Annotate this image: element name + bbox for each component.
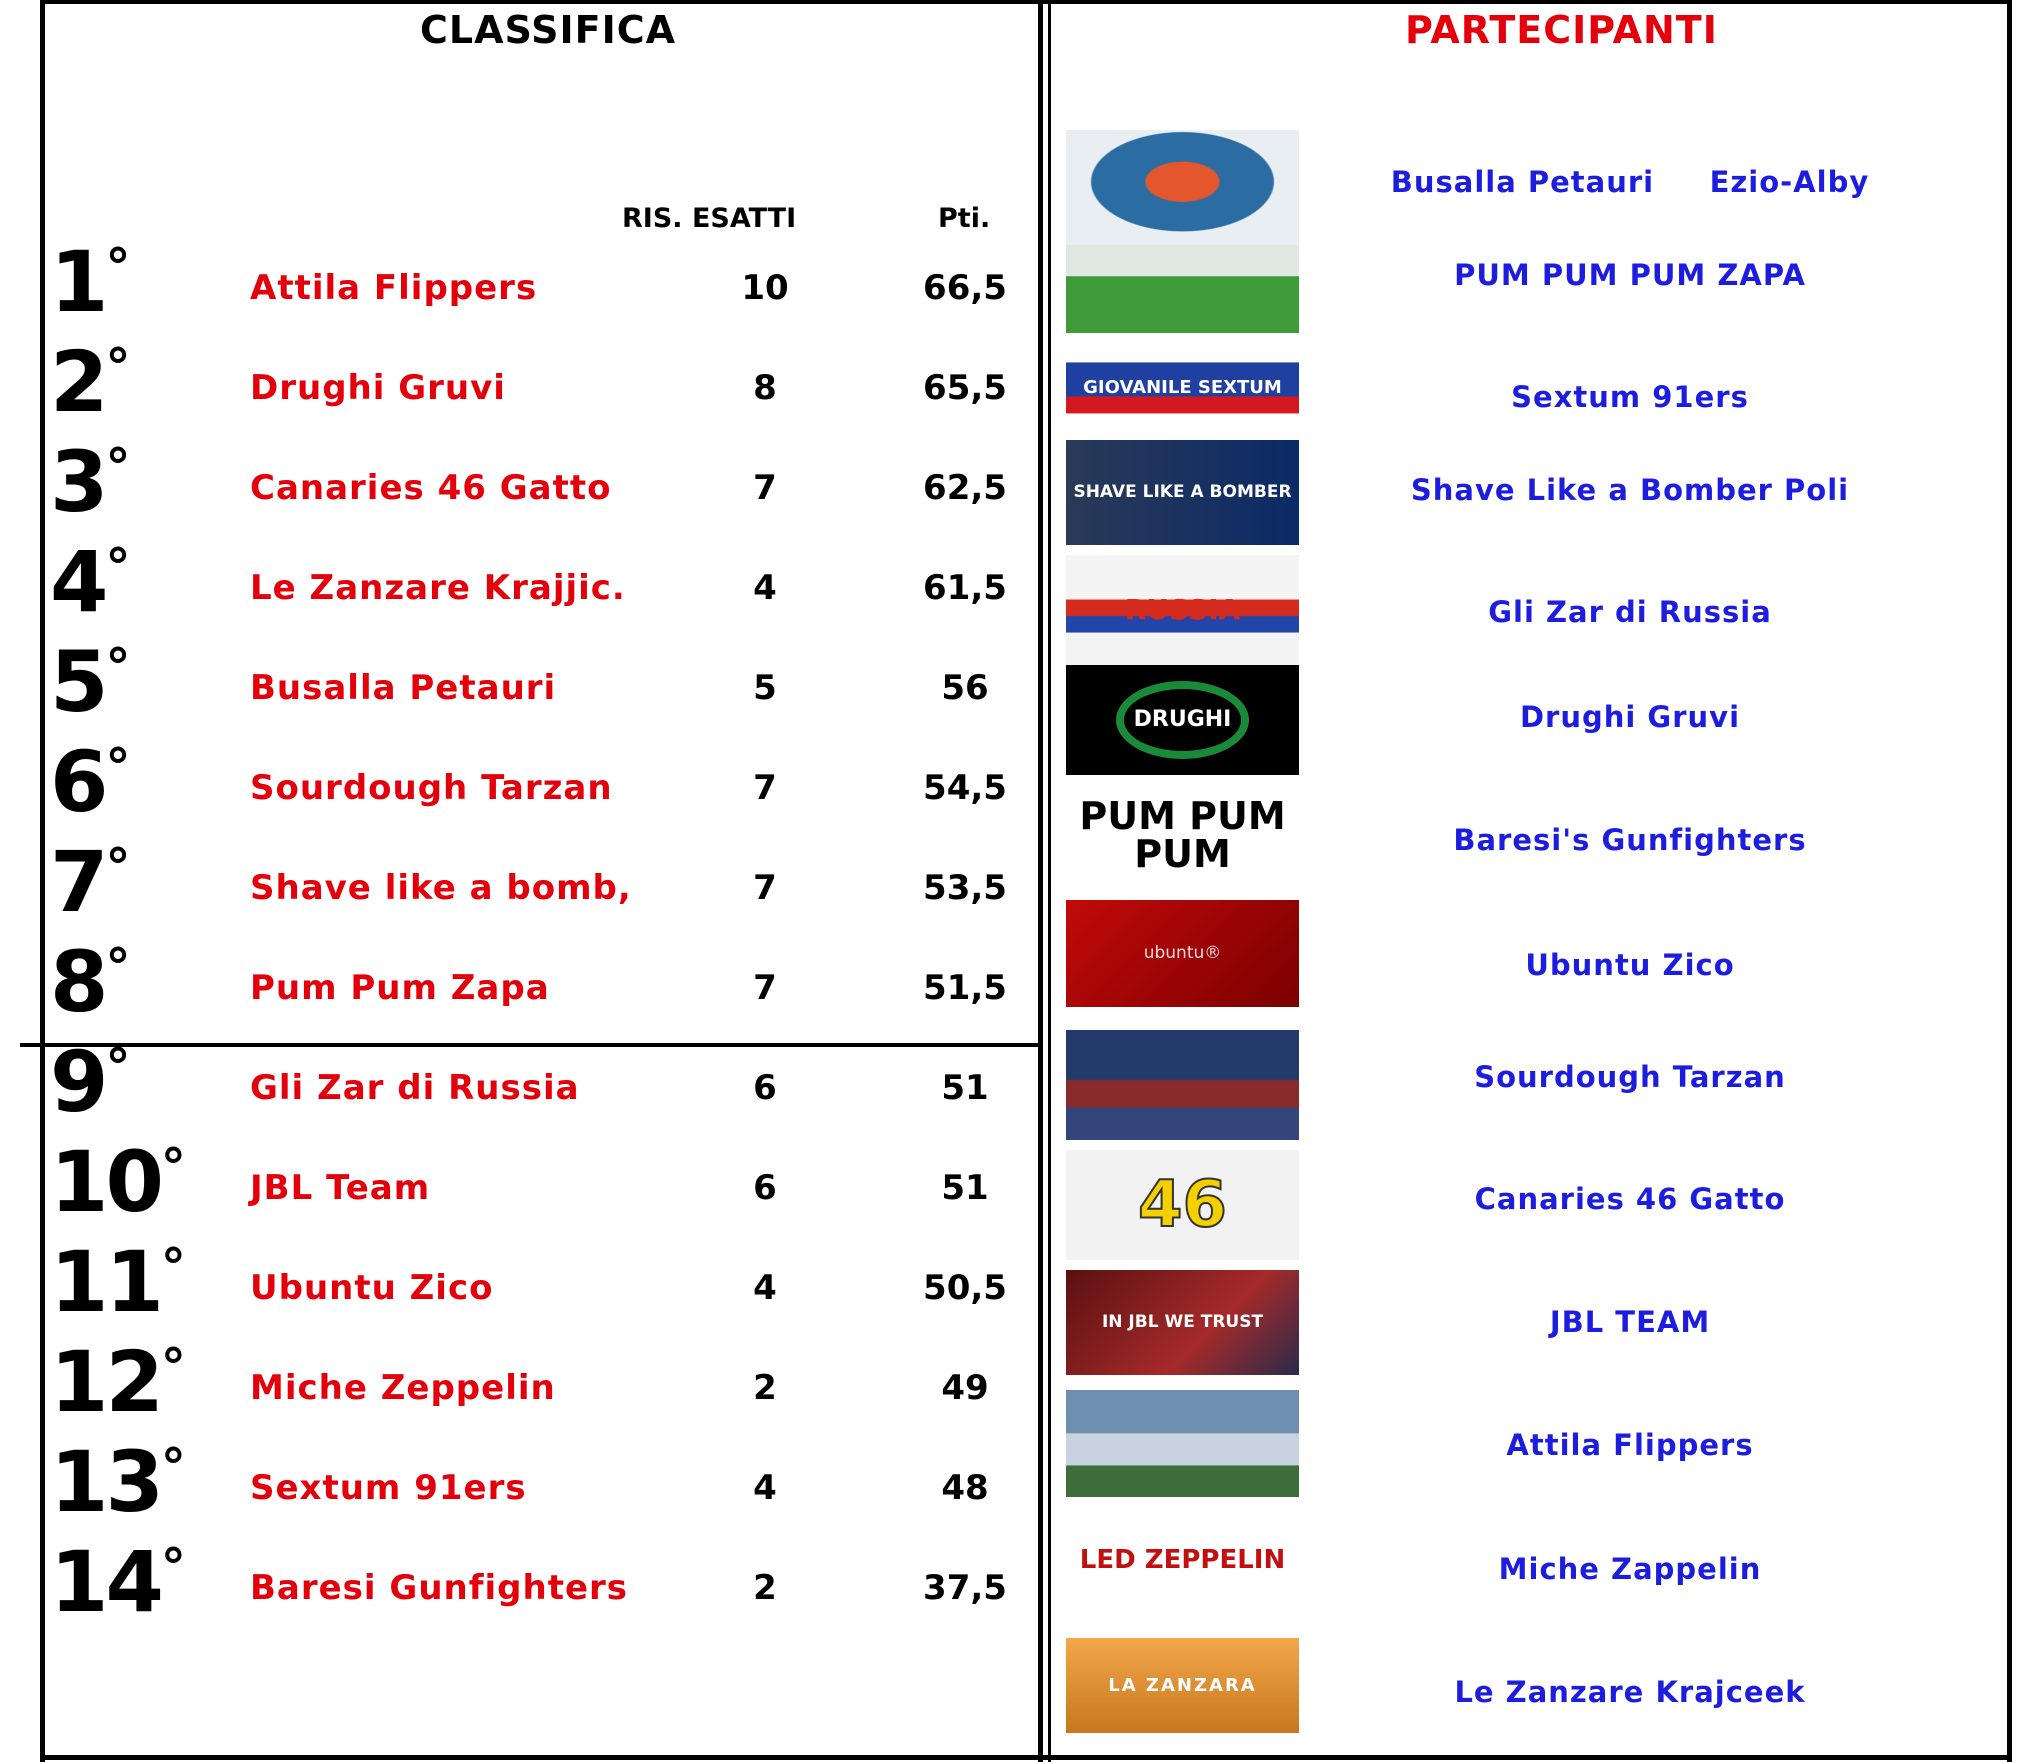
points: 53,5 — [923, 868, 1007, 908]
position — [50, 1033, 131, 1131]
position — [50, 833, 131, 931]
team-name: Le Zanzare Krajjic. — [250, 568, 626, 608]
ranking-row — [0, 633, 1040, 755]
exact-results: 7 — [753, 468, 777, 508]
degree-sign: ° — [160, 1238, 186, 1296]
participant-name: Attila Flippers — [1506, 1428, 1754, 1462]
participant-name: Ubuntu Zico — [1525, 948, 1735, 982]
logo-text: LA ZANZARA — [1108, 1674, 1257, 1696]
pum-pum-pum-logo — [1066, 780, 1299, 890]
position — [50, 333, 131, 431]
exact-results: 10 — [741, 268, 789, 308]
team-name: Miche Zeppelin — [250, 1368, 556, 1408]
team-name: Ubuntu Zico — [250, 1268, 494, 1308]
ranking-row — [0, 933, 1040, 1055]
points: 37,5 — [923, 1568, 1007, 1608]
ris-esatti-header: RIS. ESATTI — [622, 203, 797, 234]
points: 51 — [941, 1168, 989, 1208]
position-number: 14 — [50, 1533, 161, 1631]
degree-sign: ° — [160, 1138, 186, 1196]
logo-text: 46 — [1137, 1168, 1228, 1242]
position-number: 4 — [50, 533, 106, 631]
logo-text: ubuntu® — [1143, 943, 1222, 963]
team-name: Baresi Gunfighters — [250, 1568, 629, 1608]
degree-sign: ° — [105, 438, 131, 496]
right-border — [2007, 0, 2012, 1762]
exact-results: 7 — [753, 968, 777, 1008]
degree-sign: ° — [105, 538, 131, 596]
team-name: Attila Flippers — [250, 268, 538, 308]
logo-text: GIOVANILE SEXTUM — [1083, 376, 1282, 398]
team-name: JBL Team — [250, 1168, 431, 1208]
position-number: 2 — [50, 333, 106, 431]
position — [50, 533, 131, 631]
degree-sign: ° — [105, 238, 131, 296]
ranking-row — [0, 733, 1040, 855]
points: 61,5 — [923, 568, 1007, 608]
team-name: Sextum 91ers — [250, 1468, 527, 1508]
points: 66,5 — [923, 268, 1007, 308]
position — [50, 1433, 186, 1531]
logo-text: IN JBL WE TRUST — [1101, 1312, 1264, 1332]
participant-name: Drughi Gruvi — [1519, 700, 1741, 734]
position — [50, 233, 131, 331]
exact-results: 2 — [753, 1368, 777, 1408]
points: 51 — [941, 1068, 989, 1108]
drughi-circle-logo — [1066, 665, 1299, 775]
exact-results: 8 — [753, 368, 777, 408]
team-name: Canaries 46 Gatto — [250, 468, 612, 508]
exact-results: 7 — [753, 768, 777, 808]
ubuntu-logo — [1066, 900, 1299, 1007]
exact-results: 7 — [753, 868, 777, 908]
exact-results: 6 — [753, 1068, 777, 1108]
logo-text: SHAVE LIKE A BOMBER — [1073, 482, 1292, 502]
position-number: 8 — [50, 933, 106, 1031]
degree-sign: ° — [160, 1438, 186, 1496]
ranking-row — [0, 333, 1040, 455]
ranking-row — [0, 1533, 1040, 1655]
degree-sign: ° — [105, 1038, 131, 1096]
logo-text: DRUGHI — [1116, 681, 1250, 759]
number-46-logo — [1066, 1150, 1299, 1260]
ranking-row — [0, 833, 1040, 955]
points: 54,5 — [923, 768, 1007, 808]
logo-text: RUSSIA — [1124, 593, 1241, 626]
participant-name: Busalla Petauri Ezio-Alby — [1390, 165, 1870, 199]
participant-name: JBL TEAM — [1549, 1305, 1711, 1339]
logo-text: PUM PUM PUM — [1079, 794, 1286, 876]
position — [50, 933, 131, 1031]
team-name: Sourdough Tarzan — [250, 768, 613, 808]
classifica-title: CLASSIFICA — [420, 8, 677, 52]
position-number: 12 — [50, 1333, 161, 1431]
exact-results: 4 — [753, 1268, 777, 1308]
position — [50, 733, 131, 831]
points: 48 — [941, 1468, 989, 1508]
position-number: 5 — [50, 633, 106, 731]
soccer-player-photo — [1066, 245, 1299, 333]
points: 51,5 — [923, 968, 1007, 1008]
top-border — [40, 0, 2012, 4]
position — [50, 1333, 186, 1431]
points: 50,5 — [923, 1268, 1007, 1308]
participant-name: Gli Zar di Russia — [1488, 595, 1772, 629]
pti-header: Pti. — [938, 203, 991, 234]
position-number: 9 — [50, 1033, 106, 1131]
bottom-border — [40, 1755, 2012, 1760]
team-name: Busalla Petauri — [250, 668, 557, 708]
dolphin-mascot-photo — [1066, 1390, 1299, 1497]
exact-results: 6 — [753, 1168, 777, 1208]
degree-sign: ° — [105, 338, 131, 396]
degree-sign: ° — [160, 1338, 186, 1396]
exact-results: 5 — [753, 668, 777, 708]
jbl-photo — [1066, 1270, 1299, 1375]
participant-name: Le Zanzare Krajceek — [1454, 1675, 1806, 1709]
degree-sign: ° — [105, 738, 131, 796]
position — [50, 1233, 186, 1331]
position — [50, 1133, 186, 1231]
position-number: 7 — [50, 833, 106, 931]
position-number: 1 — [50, 233, 106, 331]
participant-name: Sourdough Tarzan — [1474, 1060, 1786, 1094]
exact-results: 2 — [753, 1568, 777, 1608]
ranking-row — [0, 533, 1040, 655]
position-number: 10 — [50, 1133, 161, 1231]
russia-cartoon-logo — [1066, 555, 1299, 665]
points: 65,5 — [923, 368, 1007, 408]
led-zeppelin-logo — [1066, 1505, 1299, 1615]
degree-sign: ° — [105, 938, 131, 996]
shave-like-a-bomber-ad — [1066, 440, 1299, 545]
exact-results: 4 — [753, 1468, 777, 1508]
center-divider-inner — [1048, 0, 1051, 1762]
team-name: Pum Pum Zapa — [250, 968, 550, 1008]
degree-sign: ° — [105, 838, 131, 896]
degree-sign: ° — [105, 638, 131, 696]
participant-name: Miche Zappelin — [1498, 1552, 1762, 1586]
exact-results: 4 — [753, 568, 777, 608]
team-name: Gli Zar di Russia — [250, 1068, 580, 1108]
partecipanti-title: PARTECIPANTI — [1405, 8, 1718, 52]
giovanile-sextum-crest — [1066, 345, 1299, 430]
position-number: 11 — [50, 1233, 161, 1331]
position-number: 6 — [50, 733, 106, 831]
mascot-photo — [1066, 1030, 1299, 1140]
ranking-row — [0, 433, 1040, 555]
logo-text: LED ZEPPELIN — [1079, 1545, 1286, 1575]
la-zanzara-photo — [1066, 1638, 1299, 1733]
participant-name: Canaries 46 Gatto — [1474, 1182, 1786, 1216]
position-number: 13 — [50, 1433, 161, 1531]
team-name: Shave like a bomb, — [250, 868, 632, 908]
position-number: 3 — [50, 433, 106, 531]
participant-name: Sextum 91ers — [1511, 380, 1749, 414]
participant-name: Baresi's Gunfighters — [1453, 823, 1807, 857]
ranking-row — [0, 233, 1040, 355]
football-helmet-logo — [1066, 130, 1299, 245]
points: 62,5 — [923, 468, 1007, 508]
position — [50, 633, 131, 731]
team-name: Drughi Gruvi — [250, 368, 506, 408]
points: 49 — [941, 1368, 989, 1408]
position — [50, 1533, 186, 1631]
degree-sign: ° — [160, 1538, 186, 1596]
points: 56 — [941, 668, 989, 708]
participant-name: PUM PUM PUM ZAPA — [1454, 258, 1806, 292]
position — [50, 433, 131, 531]
participant-name: Shave Like a Bomber Poli — [1410, 473, 1850, 507]
